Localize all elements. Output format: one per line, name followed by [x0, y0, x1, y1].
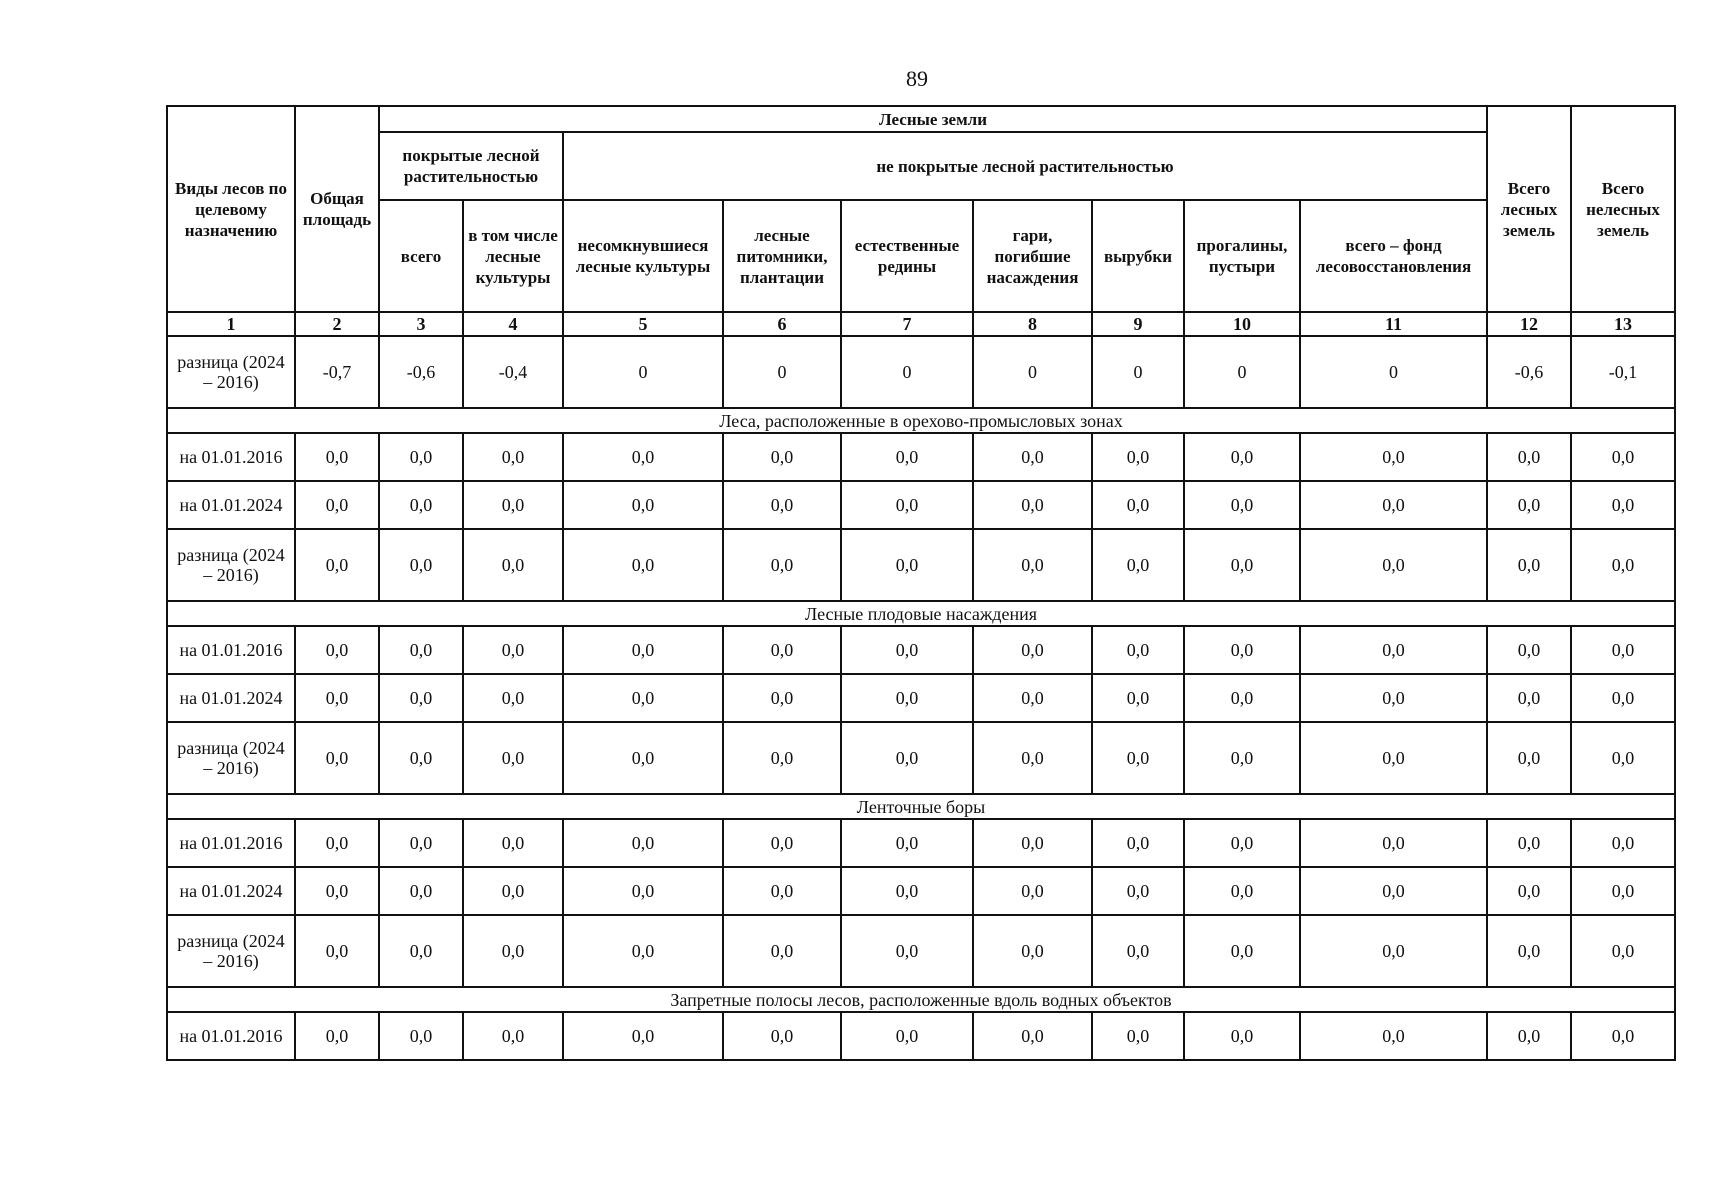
table-cell: 0,0	[563, 626, 723, 674]
table-cell: 0	[973, 336, 1092, 408]
table-cell: 0,0	[295, 674, 379, 722]
header-glades: прогалины, пустыри	[1184, 200, 1300, 312]
table-row	[167, 819, 1675, 867]
table-cell: 0,0	[1184, 433, 1300, 481]
table-cell: 0,0	[563, 481, 723, 529]
column-number: 7	[841, 312, 973, 336]
column-number: 10	[1184, 312, 1300, 336]
table-row	[167, 722, 1675, 794]
table-cell: 0,0	[841, 1012, 973, 1060]
table-cell: 0,0	[1092, 626, 1184, 674]
table-cell: 0,0	[1571, 819, 1675, 867]
table-cell: 0,0	[841, 722, 973, 794]
table-cell: 0,0	[379, 1012, 463, 1060]
table-cell: 0,0	[379, 722, 463, 794]
table-cell: 0	[1300, 336, 1487, 408]
table-cell: 0,0	[295, 626, 379, 674]
row-label: разница (2024 – 2016)	[167, 915, 295, 987]
table-row	[167, 529, 1675, 601]
column-number: 4	[463, 312, 563, 336]
row-label: на 01.01.2016	[167, 433, 295, 481]
section-row	[167, 408, 1675, 433]
table-cell: 0,0	[379, 867, 463, 915]
table-cell: 0,0	[1184, 481, 1300, 529]
section-title: Лесные плодовые насаждения	[167, 601, 1675, 626]
row-label: разница (2024 – 2016)	[167, 722, 295, 794]
header-total-forest-lands: Всего лесных земель	[1487, 106, 1571, 312]
table-header	[167, 106, 1675, 336]
row-label: на 01.01.2016	[167, 819, 295, 867]
table-cell: 0,0	[1571, 867, 1675, 915]
table-cell: -0,7	[295, 336, 379, 408]
row-label: разница (2024 – 2016)	[167, 336, 295, 408]
table-cell: 0,0	[1300, 529, 1487, 601]
column-number: 5	[563, 312, 723, 336]
header-reforestation: всего – фонд лесовосстановления	[1300, 200, 1487, 312]
header-clearcuts: вырубки	[1092, 200, 1184, 312]
table-cell: 0,0	[295, 819, 379, 867]
table-cell: 0,0	[563, 529, 723, 601]
table-cell: 0,0	[379, 626, 463, 674]
header-burnt: гари, погибшие насаждения	[973, 200, 1092, 312]
table-cell: 0,0	[379, 674, 463, 722]
table-cell: 0,0	[841, 674, 973, 722]
header-incl-cultures: в том числе лесные культуры	[463, 200, 563, 312]
table-row	[167, 481, 1675, 529]
header-total: всего	[379, 200, 463, 312]
table-cell: 0,0	[1300, 481, 1487, 529]
table-cell: 0,0	[1571, 481, 1675, 529]
table-cell: 0	[1092, 336, 1184, 408]
table-cell: 0,0	[841, 529, 973, 601]
table-cell: 0,0	[379, 915, 463, 987]
table-cell: 0,0	[1487, 722, 1571, 794]
table-cell: 0,0	[463, 867, 563, 915]
row-label: разница (2024 – 2016)	[167, 529, 295, 601]
table-cell: 0,0	[1571, 674, 1675, 722]
table-cell: 0,0	[1300, 819, 1487, 867]
table-cell: 0,0	[1184, 819, 1300, 867]
table-cell: 0,0	[463, 722, 563, 794]
table-cell: 0,0	[563, 433, 723, 481]
column-number: 1	[167, 312, 295, 336]
table-cell: 0,0	[1300, 722, 1487, 794]
header-forest-lands: Лесные земли	[379, 106, 1487, 132]
table-cell: 0,0	[841, 915, 973, 987]
header-total-nonforest-lands: Всего нелесных земель	[1571, 106, 1675, 312]
column-number: 13	[1571, 312, 1675, 336]
table-cell: 0,0	[463, 1012, 563, 1060]
table-cell: 0,0	[379, 433, 463, 481]
table-cell: 0,0	[295, 481, 379, 529]
table-cell: -0,1	[1571, 336, 1675, 408]
table-cell: 0,0	[1487, 867, 1571, 915]
table-cell: -0,6	[379, 336, 463, 408]
table-cell: 0,0	[295, 529, 379, 601]
table-row	[167, 433, 1675, 481]
table-cell: 0,0	[1184, 915, 1300, 987]
column-number: 3	[379, 312, 463, 336]
column-number: 9	[1092, 312, 1184, 336]
table-cell: 0,0	[1487, 819, 1571, 867]
section-title: Запретные полосы лесов, расположенные вдоль водных объектов	[167, 987, 1675, 1012]
row-label: на 01.01.2016	[167, 626, 295, 674]
table-cell: 0,0	[563, 674, 723, 722]
table-cell: 0,0	[1300, 433, 1487, 481]
table-cell: 0,0	[973, 626, 1092, 674]
table-row	[167, 674, 1675, 722]
table-cell: 0,0	[1184, 722, 1300, 794]
table-cell: 0,0	[973, 481, 1092, 529]
table-cell: 0,0	[1571, 626, 1675, 674]
table-cell: 0,0	[1092, 867, 1184, 915]
table-cell: 0,0	[1092, 722, 1184, 794]
row-label: на 01.01.2024	[167, 481, 295, 529]
header-forest-types: Виды лесов по целевому назначению	[167, 106, 295, 312]
table-cell: 0,0	[295, 915, 379, 987]
table-cell: 0,0	[841, 481, 973, 529]
table-cell: 0,0	[463, 481, 563, 529]
table-cell: 0,0	[723, 1012, 841, 1060]
table-cell: 0,0	[1487, 529, 1571, 601]
header-covered: покрытые лесной растительностью	[379, 132, 563, 200]
table-cell: 0,0	[1300, 867, 1487, 915]
section-title: Леса, расположенные в орехово-промысловых зонах	[167, 408, 1675, 433]
column-number: 8	[973, 312, 1092, 336]
forest-lands-table	[166, 105, 1676, 1061]
table-cell: 0,0	[973, 1012, 1092, 1060]
table-cell: 0,0	[1184, 674, 1300, 722]
table-cell: 0,0	[841, 626, 973, 674]
table-cell: 0,0	[1300, 674, 1487, 722]
header-unclosed-cultures: несомкнувшиеся лесные культуры	[563, 200, 723, 312]
table-cell: 0,0	[1092, 529, 1184, 601]
table-cell: 0,0	[1092, 481, 1184, 529]
table-cell: 0,0	[295, 867, 379, 915]
table-cell: 0,0	[723, 433, 841, 481]
table-cell: 0,0	[723, 722, 841, 794]
table-cell: 0,0	[973, 674, 1092, 722]
table-cell: 0,0	[723, 529, 841, 601]
table-cell: 0,0	[1300, 626, 1487, 674]
table-cell: 0,0	[1184, 626, 1300, 674]
table-cell: 0,0	[1487, 626, 1571, 674]
table-row	[167, 1012, 1675, 1060]
table-cell: 0,0	[1487, 433, 1571, 481]
table-cell: 0,0	[563, 1012, 723, 1060]
column-number-row	[167, 312, 1675, 336]
table-cell: 0,0	[1184, 1012, 1300, 1060]
table-cell: 0,0	[723, 481, 841, 529]
table-cell: 0,0	[563, 915, 723, 987]
row-label: на 01.01.2016	[167, 1012, 295, 1060]
table-cell: 0,0	[723, 674, 841, 722]
row-label: на 01.01.2024	[167, 867, 295, 915]
table-cell: 0,0	[1300, 915, 1487, 987]
table-cell: 0,0	[1092, 819, 1184, 867]
table-cell: 0,0	[463, 819, 563, 867]
table-row	[167, 867, 1675, 915]
table-cell: 0,0	[1487, 915, 1571, 987]
table-cell: 0,0	[463, 433, 563, 481]
table-cell: 0,0	[841, 433, 973, 481]
table-cell: 0,0	[973, 819, 1092, 867]
table-cell: 0,0	[1092, 433, 1184, 481]
header-nurseries: лесные питомники, плантации	[723, 200, 841, 312]
table-cell: 0,0	[379, 819, 463, 867]
table-cell: 0,0	[563, 819, 723, 867]
table-cell: 0	[841, 336, 973, 408]
header-sparse: естественные редины	[841, 200, 973, 312]
table-cell: 0	[563, 336, 723, 408]
table-cell: 0,0	[463, 674, 563, 722]
section-row	[167, 601, 1675, 626]
table-cell: 0,0	[1184, 867, 1300, 915]
table-cell: 0,0	[379, 529, 463, 601]
table-cell: 0,0	[723, 626, 841, 674]
header-total-area: Общая площадь	[295, 106, 379, 312]
table-cell: 0,0	[973, 722, 1092, 794]
table-cell: 0,0	[1092, 915, 1184, 987]
section-row	[167, 794, 1675, 819]
table-cell: 0,0	[1487, 1012, 1571, 1060]
table-cell: 0,0	[1571, 915, 1675, 987]
table-cell: 0,0	[723, 915, 841, 987]
table-cell: 0,0	[295, 433, 379, 481]
table-cell: 0,0	[723, 867, 841, 915]
table-cell: 0	[723, 336, 841, 408]
table-cell: 0,0	[1487, 674, 1571, 722]
section-title: Ленточные боры	[167, 794, 1675, 819]
section-row	[167, 987, 1675, 1012]
table-cell: 0,0	[973, 529, 1092, 601]
table-cell: 0,0	[841, 819, 973, 867]
table-cell: 0,0	[295, 1012, 379, 1060]
table-cell: 0,0	[1487, 481, 1571, 529]
table-cell: 0,0	[463, 529, 563, 601]
table-cell: 0,0	[1092, 674, 1184, 722]
table-cell: 0,0	[841, 867, 973, 915]
table-cell: 0,0	[1300, 1012, 1487, 1060]
table-row	[167, 626, 1675, 674]
column-number: 6	[723, 312, 841, 336]
column-number: 11	[1300, 312, 1487, 336]
column-number: 2	[295, 312, 379, 336]
table-cell: 0,0	[1571, 1012, 1675, 1060]
table-cell: -0,4	[463, 336, 563, 408]
table-cell: 0,0	[1571, 529, 1675, 601]
table-cell: 0,0	[1092, 1012, 1184, 1060]
table-cell: 0,0	[463, 915, 563, 987]
table-row	[167, 915, 1675, 987]
table-cell: 0,0	[973, 915, 1092, 987]
table-cell: 0,0	[973, 867, 1092, 915]
table-cell: 0,0	[563, 722, 723, 794]
table-cell: 0	[1184, 336, 1300, 408]
table-row	[167, 336, 1675, 408]
table-cell: 0,0	[1571, 433, 1675, 481]
page-number: 89	[906, 66, 928, 91]
column-number: 12	[1487, 312, 1571, 336]
header-not-covered: не покрытые лесной растительностью	[563, 132, 1487, 200]
table-cell: 0,0	[379, 481, 463, 529]
table-cell: 0,0	[1571, 722, 1675, 794]
table-cell: 0,0	[973, 433, 1092, 481]
row-label: на 01.01.2024	[167, 674, 295, 722]
table-cell: 0,0	[563, 867, 723, 915]
table-cell: -0,6	[1487, 336, 1571, 408]
table-cell: 0,0	[295, 722, 379, 794]
table-cell: 0,0	[723, 819, 841, 867]
table-cell: 0,0	[463, 626, 563, 674]
table-body	[167, 336, 1675, 1060]
table-cell: 0,0	[1184, 529, 1300, 601]
